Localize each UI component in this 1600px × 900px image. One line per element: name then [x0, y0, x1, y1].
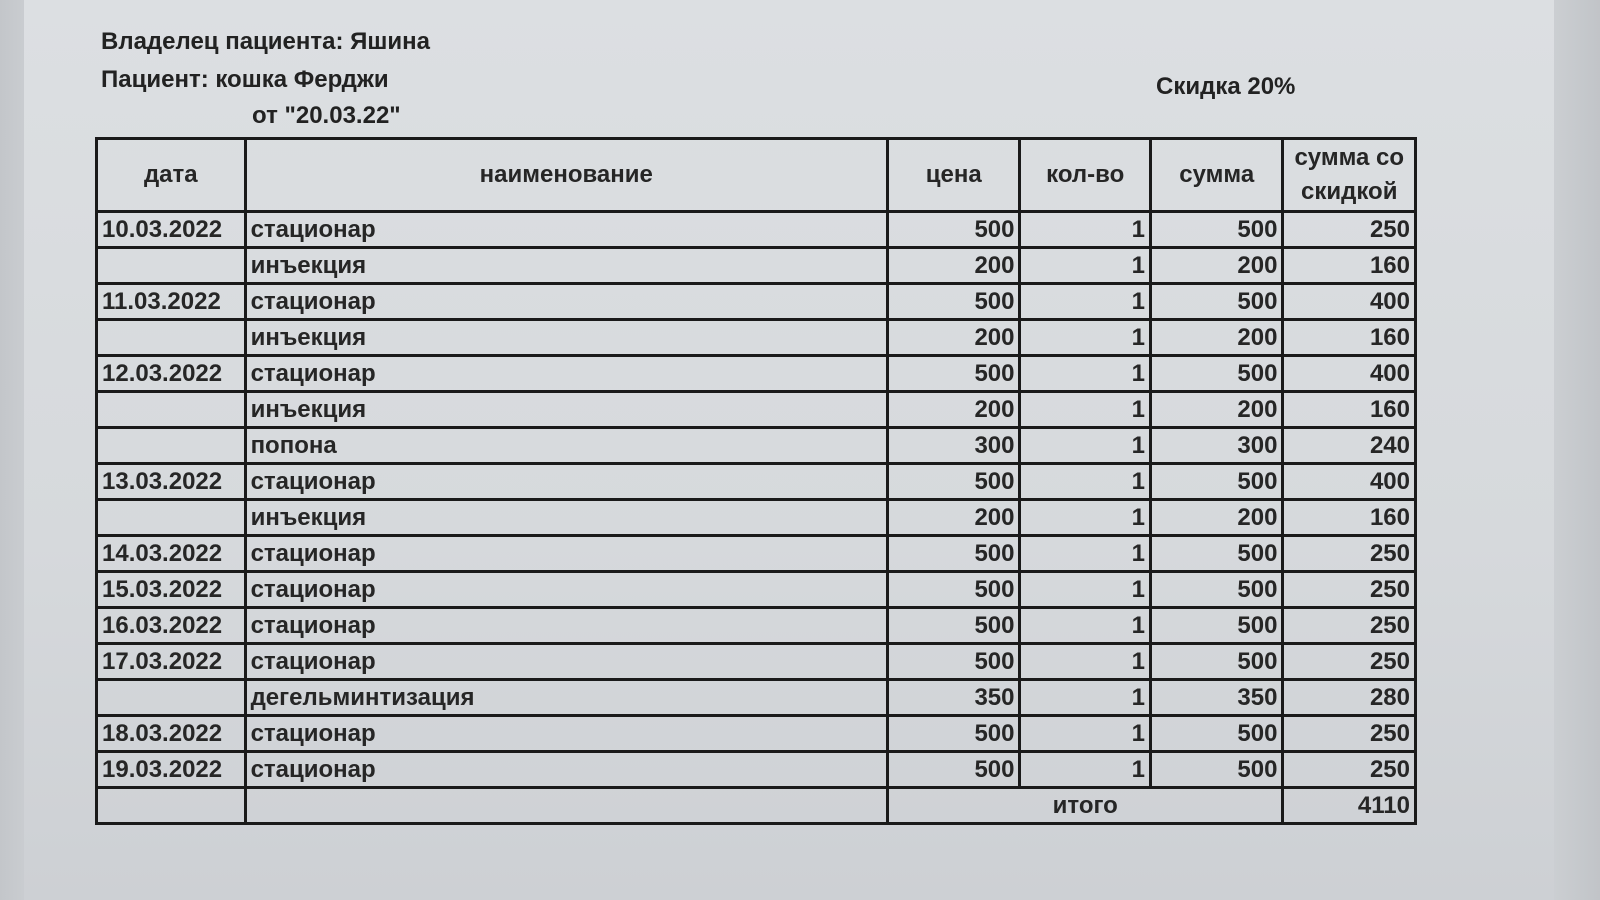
table-row — [97, 716, 1416, 752]
cell-qty: 1 — [1020, 752, 1150, 788]
column-header-qty: кол-во — [1020, 139, 1150, 212]
table-row — [97, 536, 1416, 572]
cell-date: 11.03.2022 — [97, 284, 246, 320]
cell-name: попона — [245, 428, 887, 464]
owner-line: Владелец пациента: Яшина — [101, 28, 431, 55]
invoice-sheet — [24, 0, 1554, 900]
cell-date: 18.03.2022 — [97, 716, 246, 752]
table-row — [97, 572, 1416, 608]
cell-price: 500 — [887, 536, 1020, 572]
cell-name: стационар — [245, 464, 887, 500]
cell-price: 500 — [887, 284, 1020, 320]
cell-discounted: 250 — [1283, 212, 1416, 248]
cell-date: 16.03.2022 — [97, 608, 246, 644]
cell-discounted: 250 — [1283, 716, 1416, 752]
cell-date: 12.03.2022 — [97, 356, 246, 392]
cell-discounted: 160 — [1283, 500, 1416, 536]
cell-price: 500 — [887, 752, 1020, 788]
table-row — [97, 464, 1416, 500]
cell-date: 17.03.2022 — [97, 644, 246, 680]
table-row — [97, 356, 1416, 392]
column-header-sum: сумма — [1150, 139, 1283, 212]
cell-qty: 1 — [1020, 284, 1150, 320]
cell-date: 13.03.2022 — [97, 464, 246, 500]
cell-name: стационар — [245, 356, 887, 392]
cell-discounted: 240 — [1283, 428, 1416, 464]
total-value: 4110 — [1283, 788, 1416, 824]
cell-name: стационар — [245, 752, 887, 788]
table-row — [97, 500, 1416, 536]
cell-name: инъекция — [245, 392, 887, 428]
cell-price: 500 — [887, 608, 1020, 644]
cell-name: инъекция — [245, 248, 887, 284]
table-row — [97, 608, 1416, 644]
cell-sum: 500 — [1150, 212, 1283, 248]
cell-price: 350 — [887, 680, 1020, 716]
cell-date — [97, 500, 246, 536]
cell-price: 500 — [887, 644, 1020, 680]
cell-date — [97, 392, 246, 428]
cell-sum: 350 — [1150, 680, 1283, 716]
cell-discounted: 250 — [1283, 572, 1416, 608]
cell-discounted: 400 — [1283, 356, 1416, 392]
column-header-discounted-sum: сумма со скидкой — [1283, 139, 1416, 212]
cell-price: 500 — [887, 572, 1020, 608]
cell-name: стационар — [245, 608, 887, 644]
cell-sum: 500 — [1150, 356, 1283, 392]
cell-sum: 500 — [1150, 644, 1283, 680]
cell-qty: 1 — [1020, 572, 1150, 608]
table-row — [97, 248, 1416, 284]
cell-discounted: 250 — [1283, 536, 1416, 572]
cell-sum: 500 — [1150, 284, 1283, 320]
cell-sum: 300 — [1150, 428, 1283, 464]
cell-name: стационар — [245, 572, 887, 608]
cell-discounted: 250 — [1283, 608, 1416, 644]
table-header-row — [97, 139, 1416, 212]
cell-name: стационар — [245, 284, 887, 320]
cell-sum: 500 — [1150, 572, 1283, 608]
cell-date: 14.03.2022 — [97, 536, 246, 572]
cell-date — [97, 428, 246, 464]
invoice-table — [95, 137, 1417, 825]
table-row — [97, 428, 1416, 464]
cell-sum: 200 — [1150, 320, 1283, 356]
cell-discounted: 250 — [1283, 752, 1416, 788]
total-row — [97, 788, 1416, 824]
cell-qty: 1 — [1020, 608, 1150, 644]
cell-name: стационар — [245, 536, 887, 572]
cell-qty: 1 — [1020, 428, 1150, 464]
cell-price: 300 — [887, 428, 1020, 464]
cell-discounted: 160 — [1283, 320, 1416, 356]
cell-name: инъекция — [245, 500, 887, 536]
cell-qty: 1 — [1020, 212, 1150, 248]
table-row — [97, 392, 1416, 428]
table-row — [97, 680, 1416, 716]
total-empty-date — [97, 788, 246, 824]
cell-sum: 200 — [1150, 392, 1283, 428]
cell-qty: 1 — [1020, 464, 1150, 500]
discount-label: Скидка 20% — [1156, 73, 1296, 100]
cell-price: 500 — [887, 356, 1020, 392]
invoice-date: от "20.03.22" — [252, 102, 401, 129]
table-row — [97, 644, 1416, 680]
cell-date: 15.03.2022 — [97, 572, 246, 608]
table-row — [97, 212, 1416, 248]
cell-name: дегельминтизация — [245, 680, 887, 716]
cell-price: 500 — [887, 464, 1020, 500]
cell-sum: 500 — [1150, 752, 1283, 788]
cell-price: 200 — [887, 320, 1020, 356]
cell-date: 10.03.2022 — [97, 212, 246, 248]
cell-sum: 200 — [1150, 248, 1283, 284]
cell-qty: 1 — [1020, 500, 1150, 536]
cell-sum: 500 — [1150, 716, 1283, 752]
cell-qty: 1 — [1020, 680, 1150, 716]
cell-sum: 500 — [1150, 536, 1283, 572]
cell-price: 200 — [887, 500, 1020, 536]
cell-qty: 1 — [1020, 320, 1150, 356]
cell-qty: 1 — [1020, 716, 1150, 752]
cell-name: стационар — [245, 716, 887, 752]
total-empty-name — [245, 788, 887, 824]
cell-qty: 1 — [1020, 644, 1150, 680]
total-label: итого — [887, 788, 1282, 824]
table-row — [97, 320, 1416, 356]
cell-discounted: 400 — [1283, 284, 1416, 320]
cell-name: инъекция — [245, 320, 887, 356]
cell-price: 200 — [887, 248, 1020, 284]
cell-discounted: 160 — [1283, 248, 1416, 284]
cell-qty: 1 — [1020, 536, 1150, 572]
cell-qty: 1 — [1020, 248, 1150, 284]
cell-discounted: 400 — [1283, 464, 1416, 500]
cell-sum: 200 — [1150, 500, 1283, 536]
cell-date — [97, 680, 246, 716]
cell-discounted: 250 — [1283, 644, 1416, 680]
cell-discounted: 160 — [1283, 392, 1416, 428]
cell-name: стационар — [245, 212, 887, 248]
column-header-price: цена — [887, 139, 1020, 212]
column-header-date: дата — [97, 139, 246, 212]
cell-date — [97, 248, 246, 284]
cell-name: стационар — [245, 644, 887, 680]
table-row — [97, 752, 1416, 788]
cell-price: 200 — [887, 392, 1020, 428]
patient-line: Пациент: кошка Ферджи — [101, 66, 389, 93]
column-header-name: наименование — [245, 139, 887, 212]
cell-price: 500 — [887, 212, 1020, 248]
table-body — [97, 212, 1416, 788]
cell-sum: 500 — [1150, 464, 1283, 500]
cell-sum: 500 — [1150, 608, 1283, 644]
cell-qty: 1 — [1020, 392, 1150, 428]
cell-discounted: 280 — [1283, 680, 1416, 716]
cell-date — [97, 320, 246, 356]
cell-date: 19.03.2022 — [97, 752, 246, 788]
cell-price: 500 — [887, 716, 1020, 752]
cell-qty: 1 — [1020, 356, 1150, 392]
table-row — [97, 284, 1416, 320]
